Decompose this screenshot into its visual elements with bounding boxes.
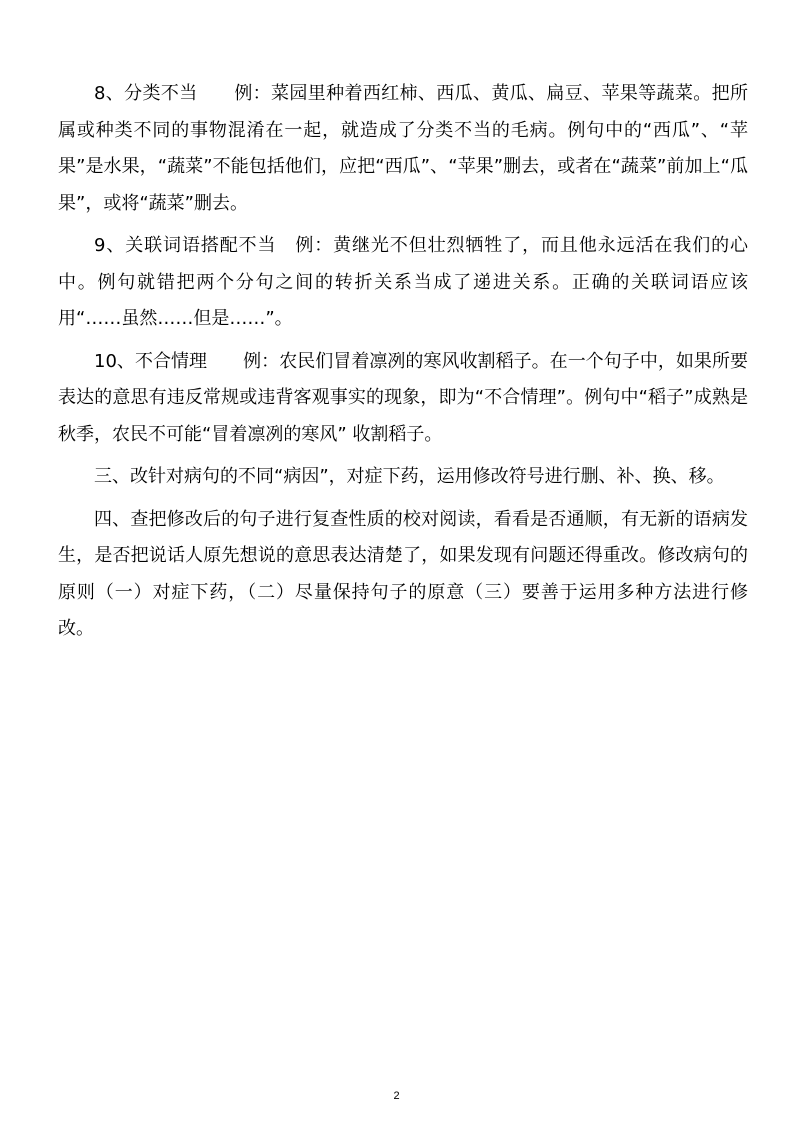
paragraph-conjunction-error: 9、关联词语搭配不当 例：黄继光不但壮烈牺牲了，而且他永远活在我们的心中。例句就错把两个分句之间的转折关系当成了递进关系。正确的关联词语应该用“……虽然……但是……”。 (58, 235, 748, 329)
paragraph-step-four-check: 四、查把修改后的句子进行复查性质的校对阅读，看看是否通顺，有无新的语病发生，是否把说话人原先想说的意思表达清楚了，如果发现有问题还得重改。修改病句的原则（一）对症下药，（二）尽量保持句子的原意（三）要善于运用多种方法进行修改。 (58, 508, 748, 639)
paragraph-unreasonable-error: 10、不合情理 例：农民们冒着凛冽的寒风收割稻子。在一个句子中，如果所要表达的意思有违反常规或违背客观事实的现象，即为“不合情理”。例句中“稻子”成熟是秋季，农民不可能“冒着凛冽的寒风” 收割稻子。 (58, 350, 748, 445)
document-body (58, 76, 748, 654)
page-number: 2 (393, 1090, 400, 1102)
paragraph-step-three-correct: 三、改针对病句的不同“病因”，对症下药，运用修改符号进行删、补、换、移。 (94, 466, 725, 487)
paragraph-classification-error: 8、分类不当 例：菜园里种着西红柿、西瓜、黄瓜、扁豆、苹果等蔬菜。把所属或种类不同的事物混淆在一起，就造成了分类不当的毛病。例句中的“西瓜”、“苹果”是水果，“蔬菜”不能包括他们，应把“西瓜”、“苹果”删去，或者在“蔬菜”前加上“瓜果”，或将“蔬菜”删去。 (58, 83, 748, 214)
